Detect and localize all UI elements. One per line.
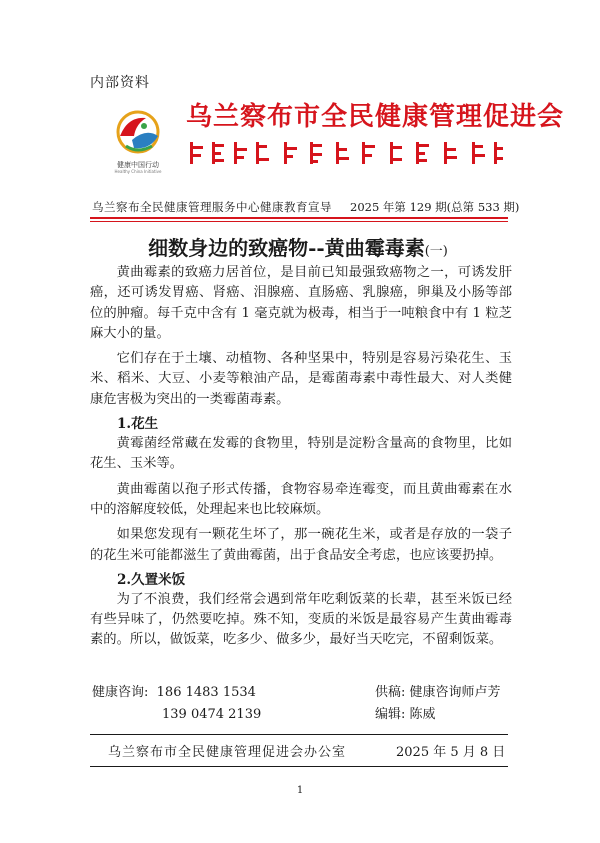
article-title-text: 细数身边的致癌物--黄曲霉毒素 xyxy=(148,236,425,260)
logo-caption-en: Healthy China Initiative xyxy=(114,169,162,174)
mongolian-script-title xyxy=(186,138,504,168)
contact-phone-1: 186 1483 1534 xyxy=(156,685,256,700)
issue-number: 2025 年第 129 期(总第 533 期) xyxy=(350,200,520,214)
intro-paragraph: 它们存在于土壤、动植物、各种坚果中，特别是容易污染花生、玉米、稻米、大豆、小麦等粮油产品，是霉菌毒素中毒性最大、对人类健康危害极为突出的一类霉菌毒素。 xyxy=(90,351,512,407)
footer-rule-top xyxy=(90,734,508,735)
header-rule xyxy=(90,217,508,219)
section-paragraph: 黄霉菌经常藏在发霉的食物里，特别是淀粉含量高的食物里，比如花生、玉米等。 xyxy=(90,436,512,472)
article-title-part: (一) xyxy=(424,244,448,259)
section-heading: 1.花生 xyxy=(117,416,159,433)
section-heading: 2.久置米饭 xyxy=(117,571,186,588)
internal-label: 内部资料 xyxy=(90,75,150,91)
issue-subtitle: 乌兰察布全民健康管理服务中心健康教育宣导 xyxy=(92,200,332,214)
contact-phone-2: 139 0474 2139 xyxy=(162,707,262,722)
logo-caption: 健康中国行动 xyxy=(117,161,159,169)
header-rule-thin xyxy=(90,221,508,222)
footer-date: 2025 年 5 月 8 日 xyxy=(396,745,506,760)
contact-block xyxy=(92,682,261,726)
section-paragraph: 黄曲霉菌以孢子形式传播，食物容易牵连霉变，而且黄曲霉素在水中的溶解度较低，处理起来也比较麻烦。 xyxy=(90,481,512,517)
footer-rule-bottom xyxy=(90,766,508,767)
credits-block xyxy=(375,682,501,726)
intro-paragraph: 黄曲霉素的致癌力居首位，是目前已知最强致癌物之一，可诱发肝癌，还可诱发胃癌、肾癌、泪腺癌、直肠癌、乳腺癌，卵巢及小肠等部位的肿瘤。每千克中含有 1 毫克就为极毒，相当于一吨粮食中有 1 粒芝麻大小的量。 xyxy=(90,265,512,341)
article-title xyxy=(88,232,508,261)
page-number: 1 xyxy=(296,785,304,796)
editor-credit: 编辑: 陈威 xyxy=(375,707,436,722)
org-title: 乌兰察布市全民健康管理促进会 xyxy=(186,102,565,132)
contact-label: 健康咨询: xyxy=(92,685,149,700)
article-body xyxy=(90,263,512,651)
source-credit: 供稿: 健康咨询师卢芳 xyxy=(375,685,501,700)
section-paragraph: 如果您发现有一颗花生坏了，那一碗花生米，或者是存放的一袋子的花生米可能都滋生了黄曲霉菌，出于食品安全考虑，也应该要扔掉。 xyxy=(90,527,512,563)
section-paragraph: 为了不浪费，我们经常会遇到常年吃剩饭菜的长辈，甚至米饭已经有些异味了，仍然要吃掉。殊不知，变质的米饭是最容易产生黄曲霉毒素的。所以，做饭菜，吃多少、做多少，最好当天吃完，不留剩饭菜。 xyxy=(90,591,512,648)
logo-dot xyxy=(141,123,147,129)
footer-org: 乌兰察布市全民健康管理促进会办公室 xyxy=(108,745,347,760)
